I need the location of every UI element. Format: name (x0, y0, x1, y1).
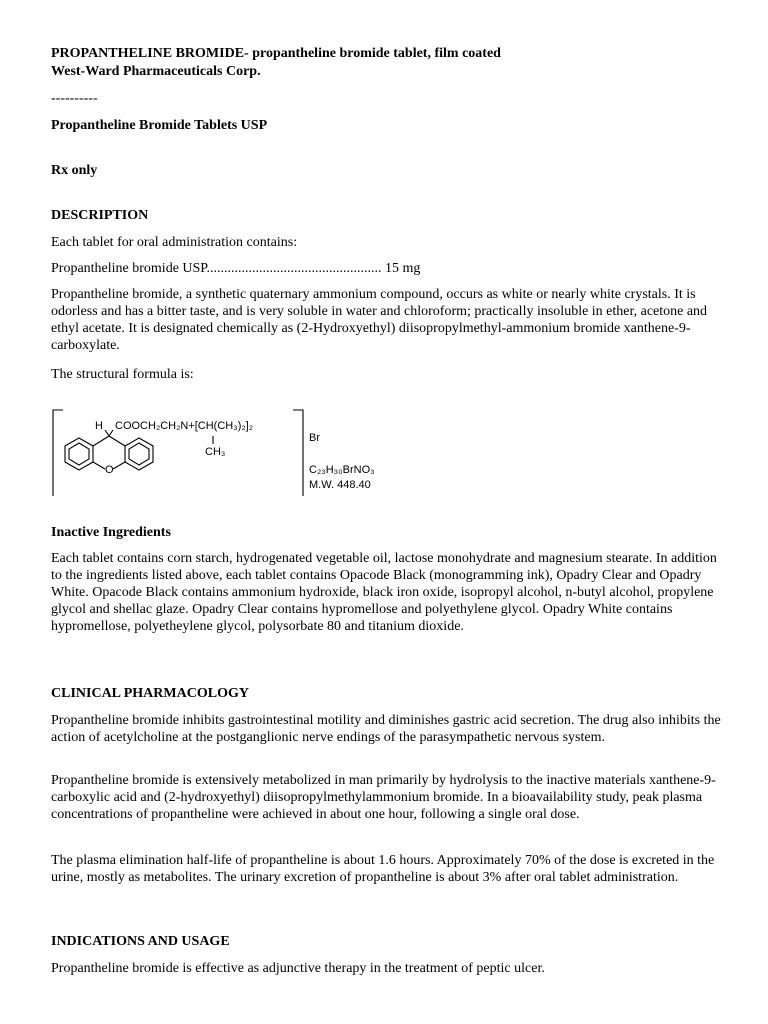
divider-line: ---------- (51, 91, 98, 106)
h-atom-label: H (95, 420, 103, 432)
bromide-label: Br (309, 432, 320, 444)
structural-formula-intro: The structural formula is: (51, 367, 194, 382)
document-title: PROPANTHELINE BROMIDE- propantheline bromide tablet, film coated (51, 46, 501, 61)
indications-paragraph: Propantheline bromide is effective as adjunctive therapy in the treatment of peptic ulcer. (51, 961, 545, 976)
clinical-paragraph-1: Propantheline bromide inhibits gastrointestinal motility and diminishes gastric acid secretion. The drug also inhibits the action of acetylcholine at the postganglionic nerve endings of the parasympathetic nervous system. (51, 713, 721, 745)
molecular-formula: C₂₃H₃₀BrNO₃ (309, 464, 375, 476)
company-name: West-Ward Pharmaceuticals Corp. (51, 64, 261, 79)
strength-line: Propantheline bromide USP.................................................. 15 mg (51, 261, 421, 276)
product-title: Propantheline Bromide Tablets USP (51, 118, 268, 133)
side-chain-label: COOCH₂CH₂N+[CH(CH₃)₂]₂ (115, 420, 253, 432)
structural-formula-figure (51, 408, 396, 498)
description-intro: Each tablet for oral administration contains: (51, 235, 298, 250)
clinical-pharmacology-heading: CLINICAL PHARMACOLOGY (51, 686, 249, 701)
inactive-ingredients-heading: Inactive Ingredients (51, 525, 171, 540)
clinical-paragraph-3: The plasma elimination half-life of propantheline is about 1.6 hours. Approximately 70% of the dose is excreted in the urine, mostly as metabolites. The urinary excretion of propantheline is about 3% after oral tablet administration. (51, 853, 715, 885)
description-heading: DESCRIPTION (51, 208, 149, 223)
rx-only: Rx only (51, 163, 98, 178)
description-paragraph: Propantheline bromide, a synthetic quaternary ammonium compound, occurs as white or nearly white crystals. It is odorless and has a bitter taste, and is very soluble in water and chloroform; practically insoluble in ether, acetone and ethyl acetate. It is designated chemically as (2-Hydroxyethyl) diisopropylmethyl-ammonium bromide xanthene-9-carboxylate. (51, 287, 708, 353)
oxygen-label: O (105, 464, 114, 476)
structural-formula-svg (51, 408, 396, 498)
molecular-weight: M.W. 448.40 (309, 479, 371, 491)
methyl-label: CH₃ (205, 446, 226, 458)
inactive-ingredients-paragraph: Each tablet contains corn starch, hydrogenated vegetable oil, lactose monohydrate and magnesium stearate. In addition to the ingredients listed above, each tablet contains Opacode Black (monogramming ink), Opadry Clear and Opadry White. Opacode Black contains ammonium hydroxide, black iron oxide, isopropyl alcohol, n-butyl alcohol, propylene glycol and shellac glaze. Opadry Clear contains hypromellose and polyethylene glycol. Opadry White contains hypromellose, polyetheylene glycol, polysorbate 80 and titanium dioxide. (51, 551, 717, 634)
indications-heading: INDICATIONS AND USAGE (51, 934, 230, 949)
clinical-paragraph-2: Propantheline bromide is extensively metabolized in man primarily by hydrolysis to the inactive materials xanthene-9-carboxylic acid and (2-hydroxyethyl) diisopropylmethylammonium bromide. In a bioavailability study, peak plasma concentrations of propantheline were achieved in about one hour, following a single oral dose. (51, 773, 716, 822)
